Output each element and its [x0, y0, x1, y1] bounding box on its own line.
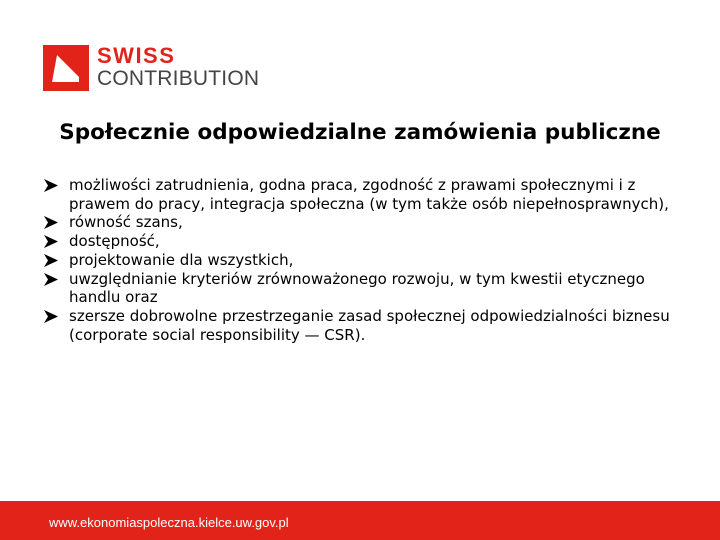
- bullet-list: [44, 176, 694, 344]
- arrowhead-bullet-icon: [44, 179, 58, 192]
- list-item: [44, 270, 694, 307]
- list-item: [44, 213, 694, 232]
- arrowhead-bullet-icon: [44, 254, 58, 267]
- list-item: [44, 307, 694, 344]
- arrowhead-bullet-icon: [44, 216, 58, 229]
- logo-mark-icon: [43, 45, 89, 91]
- logo-text-swiss: SWISS: [97, 43, 176, 68]
- arrowhead-bullet-icon: [44, 273, 58, 286]
- logo-text-contribution: CONTRIBUTION: [97, 67, 260, 90]
- arrowhead-bullet-icon: [44, 310, 58, 323]
- list-item: [44, 176, 694, 213]
- footer-url: www.ekonomiaspoleczna.kielce.uw.gov.pl: [49, 515, 289, 530]
- list-item-text: uwzględnianie kryteriów zrównoważonego rozwoju, w tym kwestii etycznego handlu oraz: [69, 269, 645, 307]
- list-item: [44, 232, 694, 251]
- list-item-text: możliwości zatrudnienia, godna praca, zgodność z prawami społecznymi i z prawem do pracy, integracja społeczna (w tym także osób niepełnosprawnych),: [69, 176, 669, 213]
- list-item: [44, 251, 694, 270]
- footer-bar: [0, 501, 720, 540]
- arrowhead-bullet-icon: [44, 235, 58, 248]
- list-item-text: projektowanie dla wszystkich,: [69, 250, 294, 269]
- slide-title: Społecznie odpowiedzialne zamówienia publiczne: [59, 120, 661, 145]
- list-item-text: szersze dobrowolne przestrzeganie zasad społecznej odpowiedzialności biznesu (corporate social responsibility — CSR).: [69, 306, 670, 344]
- swiss-contribution-logo: [43, 45, 263, 91]
- list-item-text: dostępność,: [69, 232, 160, 251]
- list-item-text: równość szans,: [69, 213, 183, 232]
